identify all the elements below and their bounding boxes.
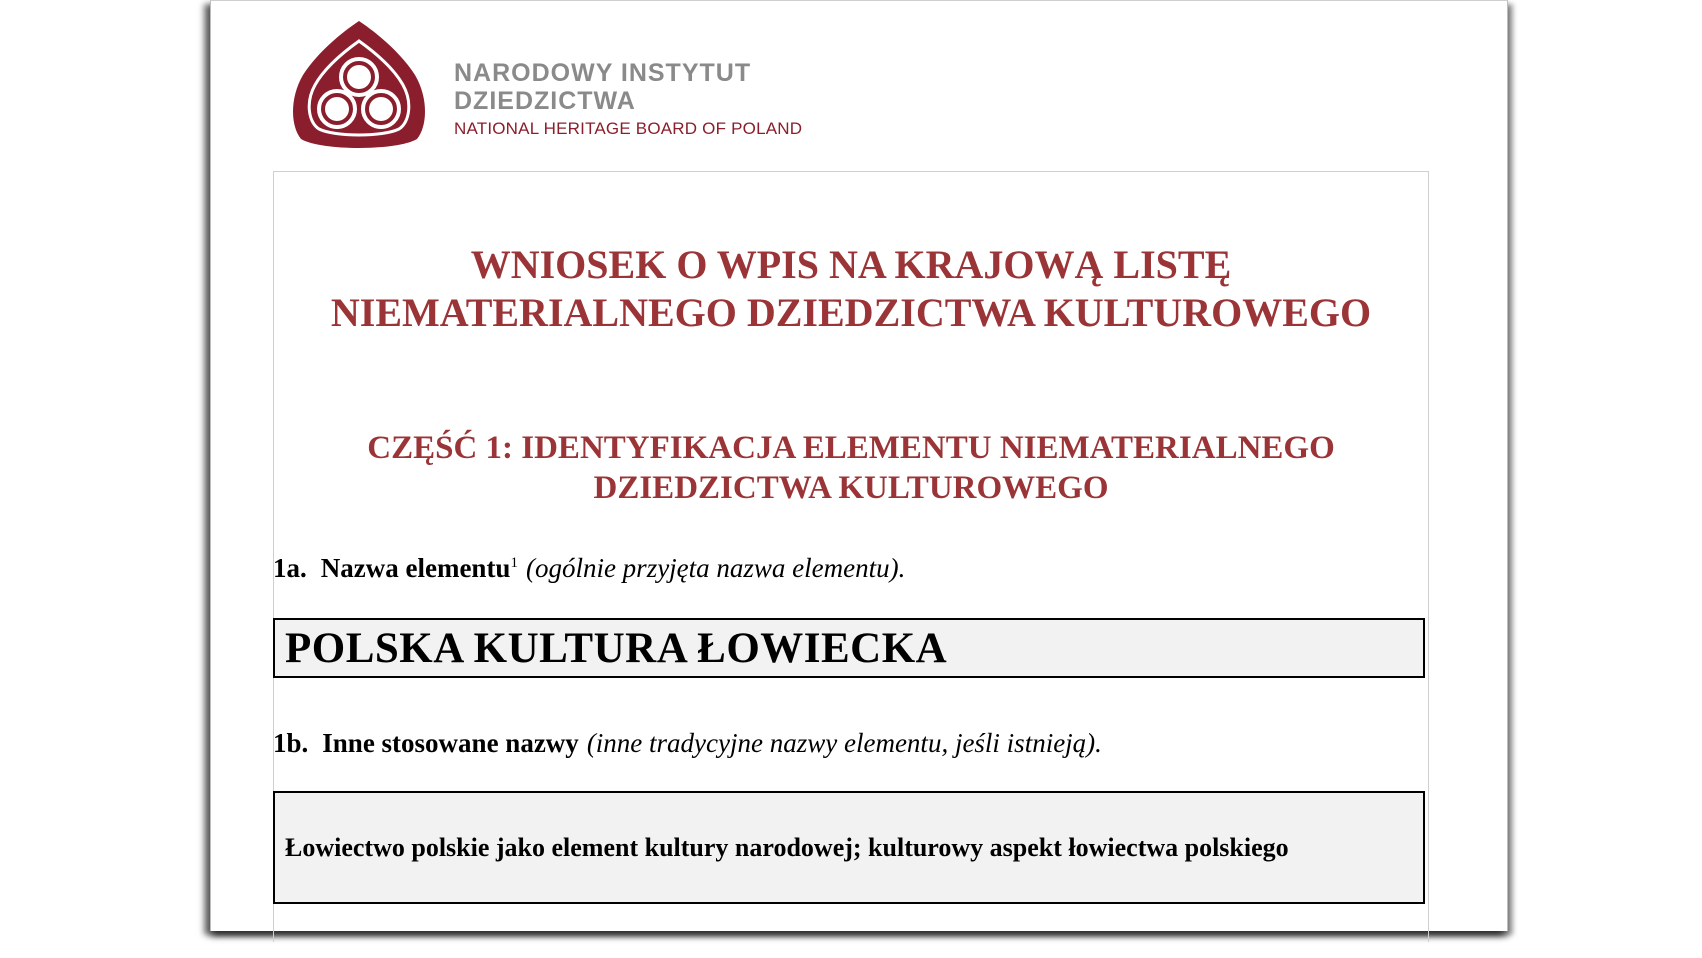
section-1b-hint: (inne tradycyjne nazwy elementu, jeśli istnieją). <box>586 728 1102 758</box>
section-1b-number: 1b. <box>273 728 309 758</box>
element-name-value: POLSKA KULTURA ŁOWIECKA <box>285 625 948 672</box>
part-title-line1: CZĘŚĆ 1: IDENTYFIKACJA ELEMENTU NIEMATERIALNEGO <box>367 430 1335 466</box>
logo-english-name: NATIONAL HERITAGE BOARD OF POLAND <box>454 119 803 138</box>
heritage-board-logo-icon <box>289 19 429 151</box>
logo-name-line2: DZIEDZICTWA <box>454 87 636 115</box>
document-title <box>273 241 1429 337</box>
section-1a-label <box>273 553 905 584</box>
footnote-marker: 1 <box>510 555 518 571</box>
other-names-value: Łowiectwo polskie jako element kultury narodowej; kulturowy aspekt łowiectwa polskiego <box>285 833 1289 862</box>
document-page <box>210 0 1508 931</box>
section-1b-name: Inne stosowane nazwy <box>322 728 579 758</box>
part-title <box>273 428 1429 508</box>
section-1a-hint: (ogólnie przyjęta nazwa elementu). <box>525 553 906 583</box>
other-names-field[interactable] <box>273 791 1425 904</box>
part-title-line2: DZIEDZICTWA KULTUROWEGO <box>593 470 1109 506</box>
logo-name-line1: NARODOWY INSTYTUT <box>454 59 752 87</box>
section-1b-label <box>273 728 1102 759</box>
section-1a-number: 1a. <box>273 553 307 583</box>
section-1a-name: Nazwa elementu <box>320 553 511 583</box>
element-name-field[interactable] <box>273 618 1425 678</box>
logo-text <box>454 59 802 141</box>
document-title-line1: WNIOSEK O WPIS NA KRAJOWĄ LISTĘ <box>470 242 1232 287</box>
document-title-line2: NIEMATERIALNEGO DZIEDZICTWA KULTUROWEGO <box>330 290 1372 335</box>
